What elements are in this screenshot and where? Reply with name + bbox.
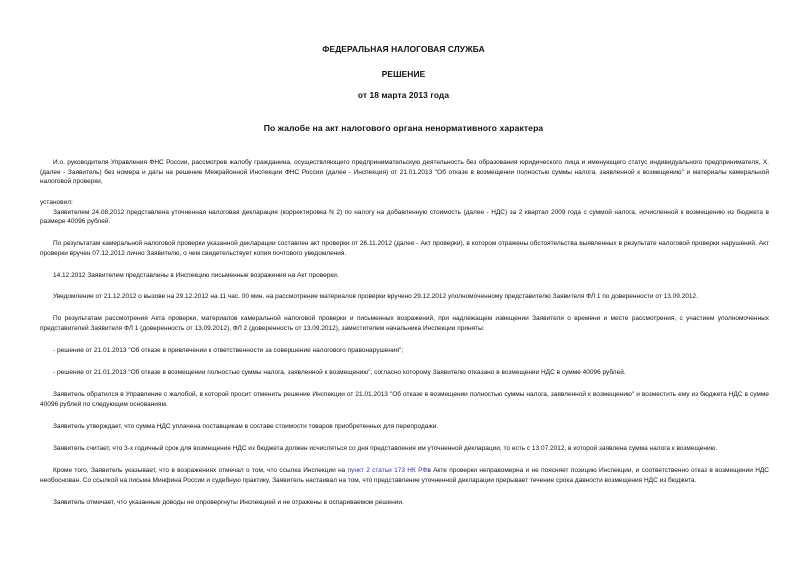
- paragraph-claim-vat-paid: Заявитель утверждает, что сумма НДС уплачена поставщикам в составе стоимости товаров приобретенных для перепродажи.: [53, 423, 439, 430]
- paragraph-claim-term: Заявитель считает, что 3-х годичный срок для возмещения НДС из бюджета должен исчисляться со дня представления им уточненной декларации, то есть с 13.07.2012, в которой заявлена сумма налога к возмещению.: [53, 445, 718, 453]
- paragraph-final-note: Заявитель отмечает, что указанные доводы не опровергнуты Инспекцией и не отражены в оспариваемом решении.: [53, 498, 404, 506]
- paragraph-review-results: По результатам рассмотрения Акта проверки, материалов камеральной налоговой проверки и письменных возражений, при надлежащем извещении Заявителя о времени и месте рассмотрения, с участием уполномоченных представителей Заявителя ФЛ 1 (доверенность от 13.09.2012), ФЛ 2 (доверенность от 13.09.2012), заместителем начальника Инспекции приняты:: [40, 315, 769, 333]
- document-subject: По жалобе на акт налогового органа ненормативного характера: [263, 123, 544, 133]
- tax-code-article-link[interactable]: пункт 2 статьи 173 НК РФ: [347, 467, 428, 475]
- paragraph-decision-2: - решение от 21.01.2013 "Об отказе в возмещении полностью суммы налога, заявленной к возмещению", согласно которому Заявителю отказано в возмещении НДС в сумме 40096 рублей.: [53, 369, 626, 377]
- paragraph-claim-reference: [40, 466, 769, 485]
- document-type-heading: РЕШЕНИЕ: [381, 69, 426, 79]
- agency-heading: ФЕДЕРАЛЬНАЯ НАЛОГОВАЯ СЛУЖБА: [322, 44, 485, 54]
- document-body: [40, 158, 769, 507]
- paragraph-audit-act: По результатам камеральной налоговой проверки указанной декларации составлен акт проверки от 26.11.2012 (далее - Акт проверки), в котором отражены обстоятельства выявленных в результате налоговой проверки нарушений. Акт проверки вручен 07.12.2012 лично Заявителю, о чем свидетельствует копия почтового уведомления.: [40, 240, 769, 257]
- paragraph-text-end: в Акте проверки неправомерна и не поясняет позицию Инспекции, и соответственно отказ в возмещении НДС необоснован. Со ссылкой на письма Минфина России и судебную практику, Заявитель настаивал на том, что представление уточненной декларации прерывает течение срока давности возмещения НДС из бюджета.: [40, 467, 769, 484]
- paragraph-established: установил:: [40, 199, 73, 207]
- document-date: от 18 марта 2013 года: [357, 90, 450, 100]
- paragraph-objections: 14.12.2012 Заявителем представлены в Инспекцию письменные возражения на Акт проверки.: [53, 271, 339, 279]
- paragraph-declaration: Заявителем 24.08.2012 представлена уточненная налоговая декларация (корректировка N 2) по налогу на добавленную стоимость (далее - НДС) за 2 квартал 2009 года с суммой налога, исчисленной к возмещению из бюджета в размере 40096 рублей.: [40, 208, 769, 226]
- paragraph-complaint: Заявитель обратился в Управление с жалобой, в которой просит отменить решение Инспекции от 21.01.2013 "Об отказе в возмещении полностью суммы налога, заявленной к возмещению" и возместить ему из бюджета НДС в сумме 40096 рублей по следующим основаниям.: [40, 391, 769, 408]
- paragraph-intro: И.о. руководителя Управления ФНС России, рассмотрев жалобу гражданина, осуществляющего предпринимательскую деятельность без образования юридического лица и именующего статус индивидуального предпринимателя, Х. (далее - Заявитель) без номера и даты на решение Межрайонной Инспекции ФНС России (далее - Инспекция) от 21.01.2013 "Об отказе в возмещении полностью суммы налога, заявленной к возмещению" и материалы камеральной налоговой проверки,: [40, 159, 769, 186]
- paragraph-notice: Уведомление от 21.12.2012 о вызове на 29.12.2012 на 11 час. 00 мин. на рассмотрение материалов проверки вручено 29.12.2012 уполномоченному представителю Заявителя ФЛ 1 по доверенности от 13.09.2012.: [53, 293, 698, 301]
- paragraph-decision-1: - решение от 21.01.2013 "Об отказе в привлечении к ответственности за совершение налогового правонарушения";: [53, 347, 404, 355]
- paragraph-text-start: Кроме того, Заявитель указывает, что в возражениях отмечал о том, что ссылка Инспекции на: [53, 467, 348, 475]
